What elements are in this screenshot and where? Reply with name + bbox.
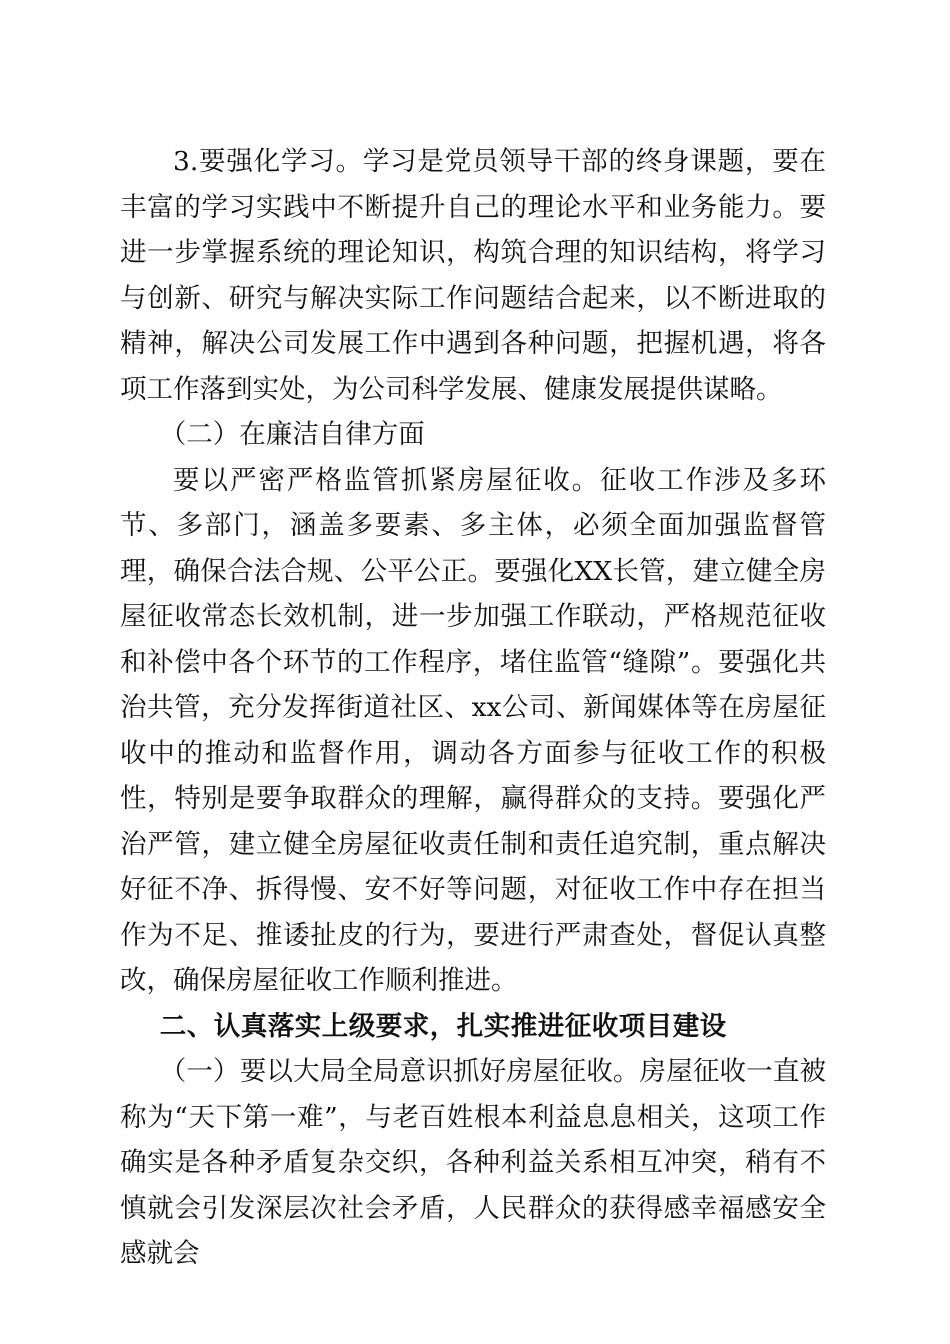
paragraph-integrity: 要以严密严格监管抓紧房屋征收。征收工作涉及多环节、多部门，涵盖多要素、多主体，必须全面加强监督管理，确保合法合规、公平公正。要强化XX长管，建立健全房屋征收常态长效机制，进一步加强工作联动，严格规范征收和补偿中各个环节的工作程序，堵住监管“缝隙”。要强化共治共管，充分发挥街道社区、xx公司、新闻媒体等在房屋征收中的推动和监督作用，调动各方面参与征收工作的积极性，特别是要争取群众的理解，赢得群众的支持。要强化严治严管，建立健全房屋征收责任制和责任追究制，重点解决好征不净、拆得慢、安不好等问题，对征收工作中存在担当作为不足、推诿扯皮的行为，要进行严肃查处，督促认真整改，确保房屋征收工作顺利推进。 <box>120 464 826 996</box>
subheading-integrity: （二）在廉洁自律方面 <box>159 419 425 450</box>
paragraph-overall-view: （一）要以大局全局意识抓好房屋征收。房屋征收一直被称为“天下第一难”，与老百姓根本利益息息相关，这项工作确实是各种矛盾复杂交织，各种利益关系相互冲突，稍有不慎就会引发深层次社会矛盾，人民群众的获得感幸福感安全感就会 <box>120 1056 826 1269</box>
section-heading-two: 二、认真落实上级要求，扎实推进征收项目建设 <box>159 1010 727 1042</box>
document-body <box>120 139 826 1277</box>
paragraph-study: 3.要强化学习。学习是党员领导干部的终身课题，要在丰富的学习实践中不断提升自己的理论水平和业务能力。要进一步掌握系统的理论知识，构筑合理的知识结构，将学习与创新、研究与解决实际工作问题结合起来，以不断进取的精神，解决公司发展工作中遇到各种问题，把握机遇，将各项工作落到实处，为公司科学发展、健康发展提供谋略。 <box>120 146 826 405</box>
